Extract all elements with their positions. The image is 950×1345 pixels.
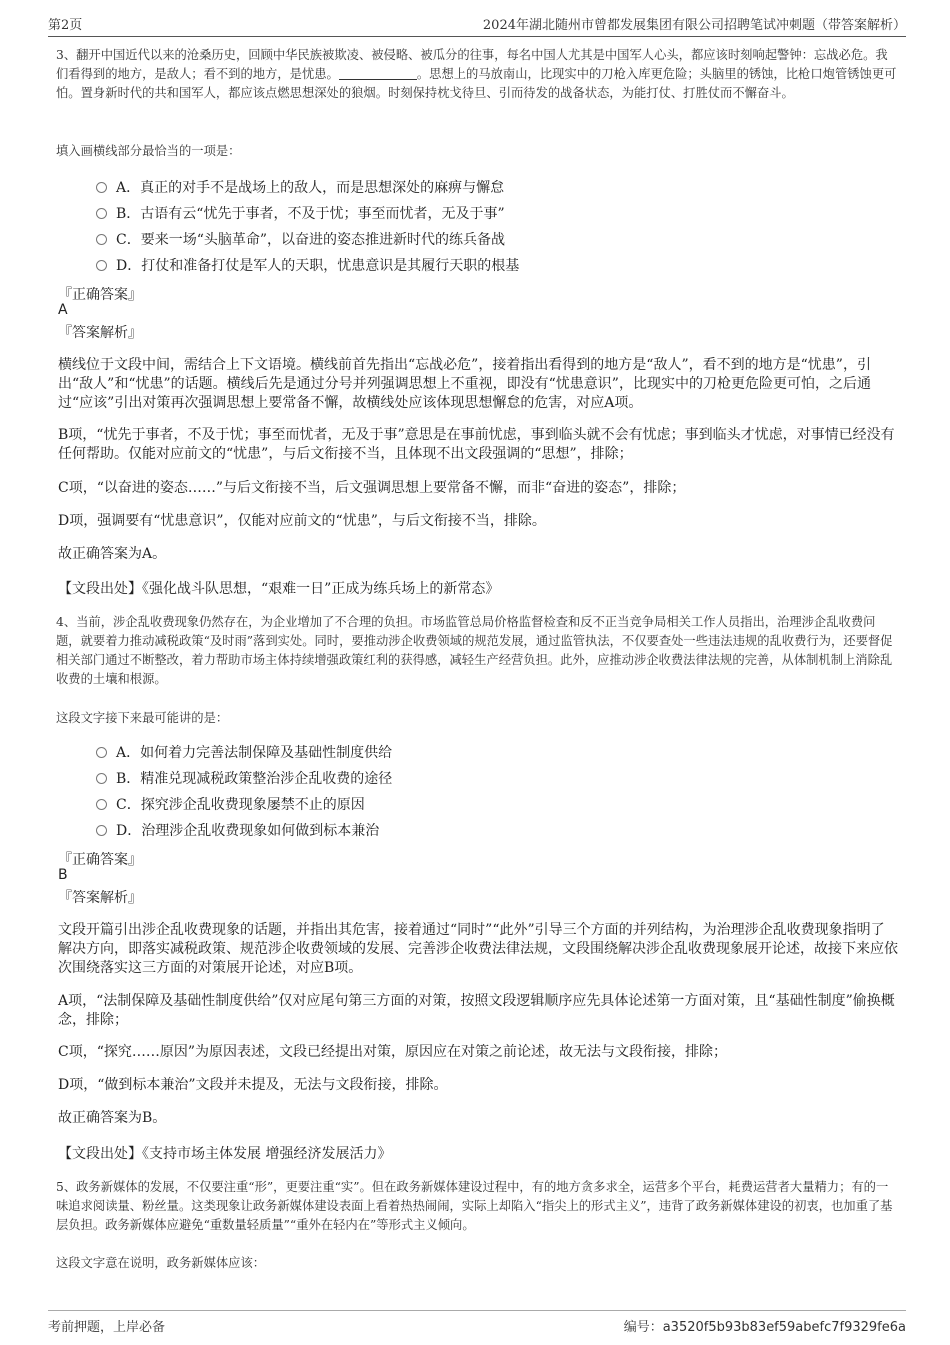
q4-option-b[interactable]: B．精准兑现减税政策整治涉企乱收费的途径 (96, 768, 392, 788)
page-number: 第2页 (48, 18, 83, 33)
q4-option-c[interactable]: C．探究涉企乱收费现象屡禁不止的原因 (96, 794, 365, 814)
radio-icon[interactable] (96, 747, 107, 758)
q4-source: 【文段出处】《支持市场主体发展 增强经济发展活力》 (58, 1146, 392, 1162)
q4-option-a[interactable]: A．如何着力完善法制保障及基础性制度供给 (96, 742, 392, 762)
q3-analysis-para: B项，“忧先于事者，不及于忧；事至而忧者，无及于事”意思是在事前忧虑，事到临头就不会有忧虑；事到临头才忧虑，对事情已经没有任何帮助。仅能对应前文的“忧患”，与后文衔接不当，且体现不出文段强调的“思想”，排除； (58, 427, 895, 462)
fill-blank (339, 67, 417, 80)
q3-analysis-para: 横线位于文段中间，需结合上下文语境。横线前首先指出“忘战必危”，接着指出看得到的地方是“敌人”，看不到的地方是“忧患”，引出“敌人”和“忧患”的话题。横线后先是通过分号并列强调思想上不重视，即没有“忧患意识”，比现实中的刀枪更危险更可怕，之后通过“应该”引出对策再次强调思想上要常备不懈，故横线处应该体现思想懈怠的危害，对应A项。 (58, 357, 871, 411)
q3-analysis-label: 『答案解析』 (58, 325, 142, 341)
q3-analysis-para: 故正确答案为A。 (58, 546, 167, 562)
q4-option-d[interactable]: D．治理涉企乱收费现象如何做到标本兼治 (96, 820, 379, 840)
question-4-prompt: 这段文字接下来最可能讲的是： (56, 711, 229, 725)
q3-option-a[interactable]: A．真正的对手不是战场上的敌人，而是思想深处的麻痹与懈怠 (96, 177, 504, 197)
q4-analysis-para: 文段开篇引出涉企乱收费现象的话题，并指出其危害，接着通过“同时”“此外”引导三个方面的并列结构，为治理涉企乱收费现象指明了解决方向，即落实减税政策、规范涉企收费领域的发展、完善涉企收费法律法规，文段围绕解决涉企乱收费现象展开论述，故接下来应依次围绕落实这三方面的对策展开论述，对应B项。 (58, 922, 898, 976)
q3-analysis-para: C项，“以奋进的姿态……”与后文衔接不当，后文强调思想上要常备不懈，而非“奋进的姿态”，排除； (58, 480, 686, 496)
q3-answer-label: 『正确答案』 (58, 287, 142, 303)
question-4-text: 4、当前，涉企乱收费现象仍然存在，为企业增加了不合理的负担。市场监管总局价格监督检查和反不正当竞争局相关工作人员指出，治理涉企乱收费问题，就要着力推动减税政策“及时雨”落到实处。同时，要推动涉企收费领域的规范发展，通过监管执法，不仅要查处一些违法违规的乱收费行为，还要督促相关部门通过不断整改，着力帮助市场主体持续增强政策红利的获得感，减轻生产经营负担。此外，应推动涉企收费法律法规的完善，从体制机制上消除乱收费的土壤和根源。 (56, 615, 893, 686)
question-3-text: 3、翻开中国近代以来的沧桑历史，回顾中华民族被欺凌、被侵略、被瓜分的往事，每名中国人尤其是中国军人心头，都应该时刻响起警钟：忘战必危。我们看得到的地方，是敌人；看不到的地方，是忧患。 。思想上的马放南山，比现实中的刀枪入库更危险；头脑里的锈蚀，比枪口炮管锈蚀更可怕。置身新时代的共和国军人，都应该点燃思想深处的狼烟。时刻保持枕戈待旦、引而待发的战备状态，为能打仗、打胜仗而不懈奋斗。 (56, 48, 897, 100)
q4-analysis-para: A项，“法制保障及基础性制度供给”仅对应尾句第三方面的对策，按照文段逻辑顺序应先具体论述第一方面对策，且“基础性制度”偷换概念，排除； (58, 993, 895, 1028)
radio-icon[interactable] (96, 260, 107, 271)
question-3-prompt: 填入画横线部分最恰当的一项是： (56, 144, 241, 158)
q4-answer: B (58, 867, 68, 883)
q4-answer-label: 『正确答案』 (58, 852, 142, 868)
q3-option-c[interactable]: C．要来一场“头脑革命”，以奋进的姿态推进新时代的练兵备战 (96, 229, 505, 249)
radio-icon[interactable] (96, 799, 107, 810)
radio-icon[interactable] (96, 773, 107, 784)
q3-option-b[interactable]: B．古语有云“忧先于事者，不及于忧；事至而忧者，无及于事” (96, 203, 505, 223)
radio-icon[interactable] (96, 208, 107, 219)
radio-icon[interactable] (96, 182, 107, 193)
q3-option-d[interactable]: D．打仗和准备打仗是军人的天职，忧患意识是其履行天职的根基 (96, 255, 519, 275)
document-code: 编号：a3520f5b93b83ef59abefc7f9329fe6a (623, 1320, 906, 1335)
question-5-prompt: 这段文字意在说明，政务新媒体应该： (56, 1256, 266, 1270)
page-footer (48, 1310, 906, 1337)
q4-analysis-para: D项，“做到标本兼治”文段并未提及，无法与文段衔接，排除。 (58, 1077, 448, 1093)
page-header (48, 14, 906, 37)
q3-analysis-para: D项，强调要有“忧患意识”，仅能对应前文的“忧患”，与后文衔接不当，排除。 (58, 513, 546, 529)
q4-analysis-para: 故正确答案为B。 (58, 1110, 167, 1126)
radio-icon[interactable] (96, 825, 107, 836)
q3-source: 【文段出处】《强化战斗队思想，“艰难一日”正成为练兵场上的新常态》 (58, 581, 500, 597)
document-title: 2024年湖北随州市曾都发展集团有限公司招聘笔试冲刺题（带答案解析） (482, 18, 906, 33)
question-5-text: 5、政务新媒体的发展，不仅要注重“形”，更要注重“实”。但在政务新媒体建设过程中，有的地方贪多求全，运营多个平台，耗费运营者大量精力；有的一味追求阅读量、粉丝量。这类现象让政务新媒体建设表面上看着热热闹闹，实际上却陷入“指尖上的形式主义”，违背了政务新媒体建设的初衷，也加重了基层负担。政务新媒体应避免“重数量轻质量”“重外在轻内在”等形式主义倾向。 (56, 1180, 893, 1232)
radio-icon[interactable] (96, 234, 107, 245)
q4-analysis-para: C项，“探究……原因”为原因表述，文段已经提出对策，原因应在对策之前论述，故无法与文段衔接，排除； (58, 1044, 728, 1060)
q4-analysis-label: 『答案解析』 (58, 890, 142, 906)
footer-slogan: 考前押题，上岸必备 (48, 1320, 166, 1335)
q3-answer: A (58, 302, 68, 318)
